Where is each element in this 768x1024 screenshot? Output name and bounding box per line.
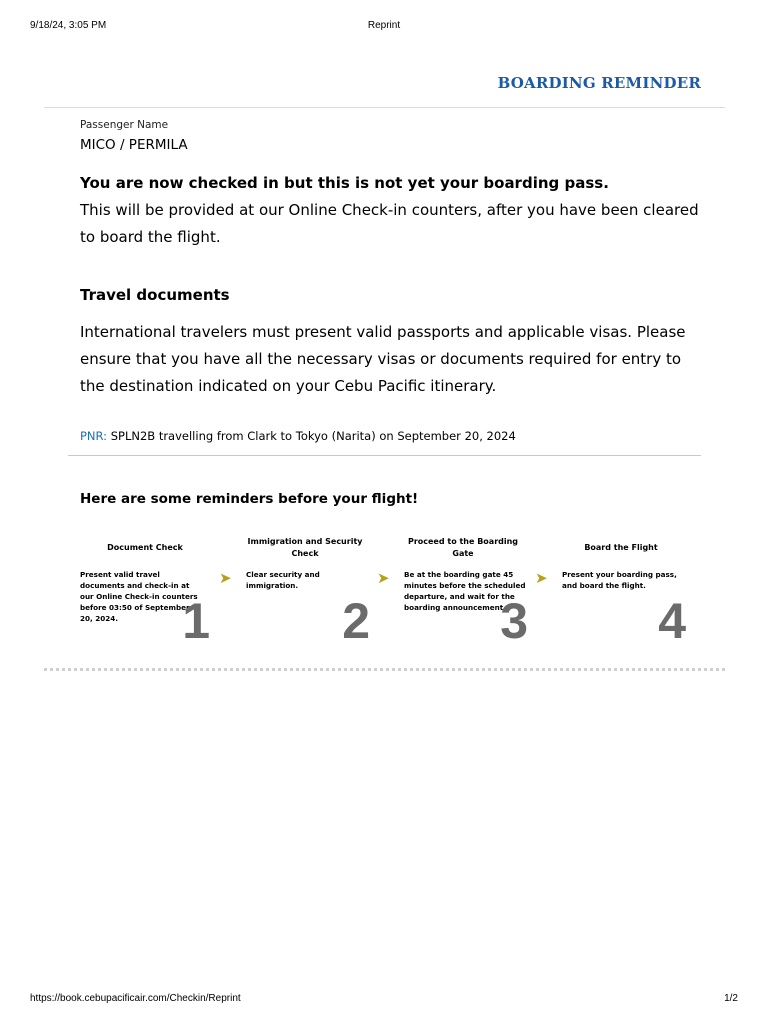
page-number: 1/2: [724, 993, 738, 1004]
title-divider: [44, 107, 725, 108]
travel-documents-heading: Travel documents: [80, 286, 230, 304]
print-url[interactable]: https://book.cebupacificair.com/Checkin/Reprint: [30, 993, 241, 1004]
step-number: 2: [342, 593, 370, 649]
step-description: Be at the boarding gate 45 minutes before the scheduled departure, and wait for the boarding announcement.: [404, 570, 526, 612]
step-title: Immigration and Security Check: [247, 537, 363, 558]
page-title: BOARDING REMINDER: [497, 74, 701, 92]
step-description: Clear security and immigration.: [246, 570, 320, 590]
arrow-icon: ➤: [535, 569, 548, 587]
checked-in-notice: You are now checked in but this is not yet your boarding pass.: [80, 174, 609, 192]
pnr-details: SPLN2B travelling from Clark to Tokyo (Narita) on September 20, 2024: [110, 429, 516, 443]
travel-documents-body: International travelers must present valid passports and applicable visas. Please ensure that you have all the necessary visas or documents required for entry to the destination indicated on your Cebu Pacific itinerary.: [80, 323, 686, 395]
arrow-icon: ➤: [219, 569, 232, 587]
section-divider: [68, 455, 701, 456]
step-description: Present valid travel documents and check-in at our Online Check-in counters before 03:50 of September 20, 2024.: [80, 570, 198, 623]
reminders-heading: Here are some reminders before your flight!: [80, 491, 419, 507]
step-title: Board the Flight: [584, 543, 658, 552]
print-title: Reprint: [367, 20, 401, 31]
pnr-line: [80, 429, 700, 443]
checked-in-body: This will be provided at our Online Check-in counters, after you have been cleared to board the flight.: [80, 201, 699, 246]
dotted-divider: [44, 668, 725, 671]
pnr-label: PNR:: [80, 429, 108, 443]
passenger-name: MICO / PERMILA: [80, 137, 188, 153]
print-datetime: 9/18/24, 3:05 PM: [30, 20, 107, 31]
step-title: Proceed to the Boarding Gate: [407, 537, 519, 558]
passenger-label: Passenger Name: [80, 119, 169, 131]
arrow-icon: ➤: [377, 569, 390, 587]
step-number: 1: [182, 593, 210, 649]
step-number: 4: [658, 593, 686, 649]
step-description: Present your boarding pass, and board the flight.: [562, 570, 677, 590]
step-title: Document Check: [107, 543, 183, 552]
step-number: 3: [500, 593, 528, 649]
